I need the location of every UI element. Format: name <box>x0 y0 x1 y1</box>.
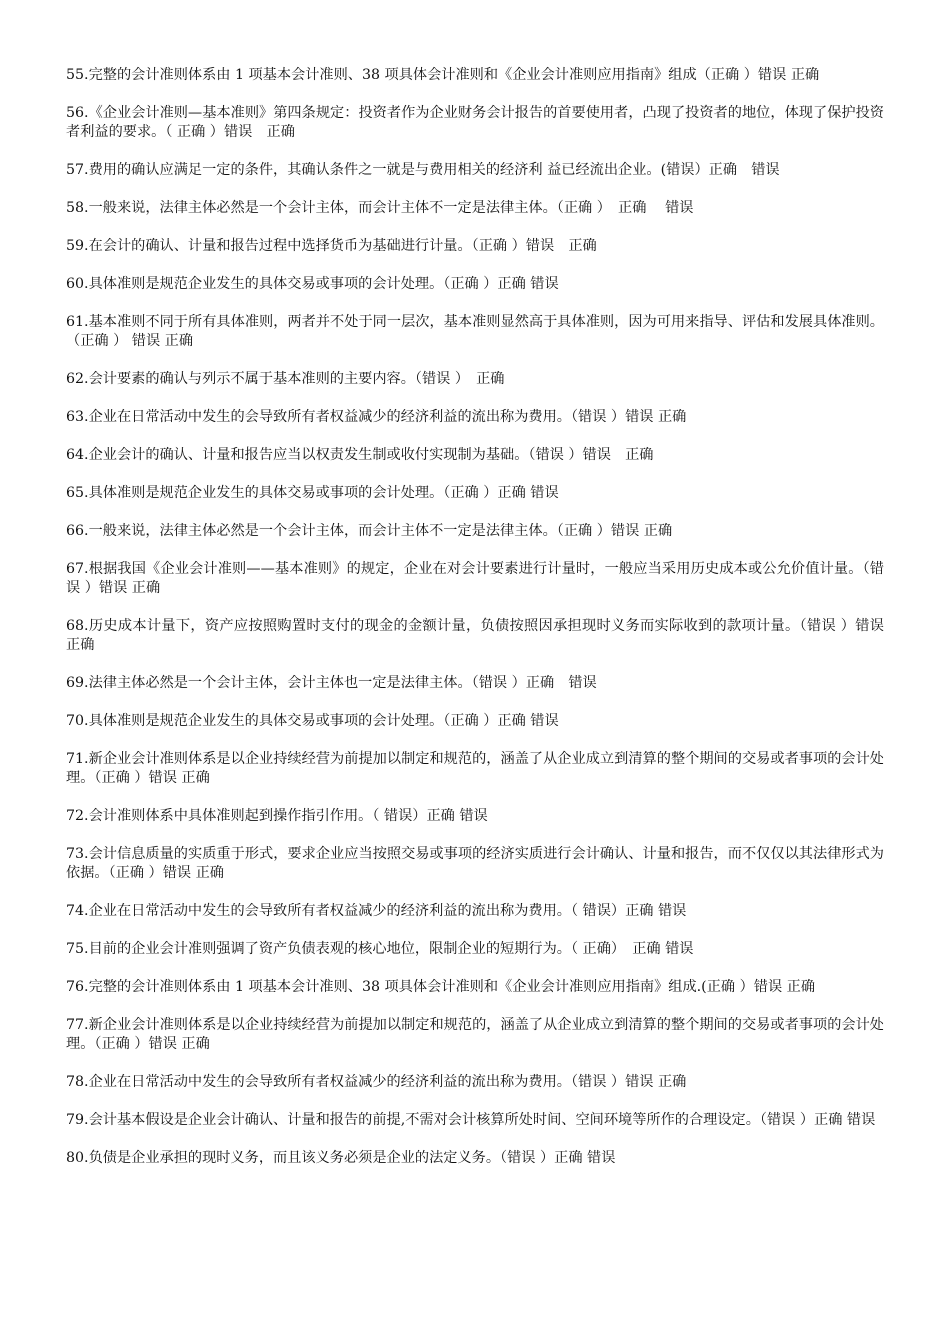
question-item: 64.企业会计的确认、计量和报告应当以权责发生制或收付实现制为基础。（错误 ）错误 正确 <box>66 447 654 463</box>
question-item: 67.根据我国《企业会计准则——基本准则》的规定，企业在对会计要素进行计量时，一般应当采用历史成本或公允价值计量。（错误 ）错误 正确 <box>66 561 884 596</box>
question-item: 59.在会计的确认、计量和报告过程中选择货币为基础进行计量。（正确 ）错误 正确 <box>66 238 597 254</box>
question-item: 80.负债是企业承担的现时义务，而且该义务必须是企业的法定义务。（错误 ）正确 错误 <box>66 1150 616 1166</box>
question-item: 65.具体准则是规范企业发生的具体交易或事项的会计处理。（正确 ）正确 错误 <box>66 485 559 501</box>
question-item: 69.法律主体必然是一个会计主体，会计主体也一定是法律主体。（错误 ）正确 错误 <box>66 675 597 691</box>
question-item: 77.新企业会计准则体系是以企业持续经营为前提加以制定和规范的，涵盖了从企业成立到清算的整个期间的交易或者事项的会计处理。（正确 ）错误 正确 <box>66 1017 884 1052</box>
question-item: 71.新企业会计准则体系是以企业持续经营为前提加以制定和规范的，涵盖了从企业成立到清算的整个期间的交易或者事项的会计处理。（正确 ）错误 正确 <box>66 751 884 786</box>
question-item: 62.会计要素的确认与列示不属于基本准则的主要内容。（错误 ） 正确 <box>66 371 505 387</box>
question-item: 57.费用的确认应满足一定的条件，其确认条件之一就是与费用相关的经济利 益已经流出企业。(错误）正确 错误 <box>66 162 780 178</box>
question-item: 72.会计准则体系中具体准则起到操作指引作用。（ 错误）正确 错误 <box>66 808 488 824</box>
question-item: 66.一般来说，法律主体必然是一个会计主体，而会计主体不一定是法律主体。（正确 ）错误 正确 <box>66 523 673 539</box>
question-item: 58.一般来说，法律主体必然是一个会计主体，而会计主体不一定是法律主体。（正确 ） 正确 错误 <box>66 200 694 216</box>
question-item: 76.完整的会计准则体系由 1 项基本会计准则、38 项具体会计准则和《企业会计准则应用指南》组成.(正确 ）错误 正确 <box>66 979 816 995</box>
question-item: 55.完整的会计准则体系由 1 项基本会计准则、38 项具体会计准则和《企业会计准则应用指南》组成（正确 ）错误 正确 <box>66 67 820 83</box>
question-item: 74.企业在日常活动中发生的会导致所有者权益减少的经济利益的流出称为费用。（ 错误）正确 错误 <box>66 903 687 919</box>
question-item: 60.具体准则是规范企业发生的具体交易或事项的会计处理。（正确 ）正确 错误 <box>66 276 559 292</box>
question-item: 61.基本准则不同于所有具体准则，两者并不处于同一层次，基本准则显然高于具体准则，因为可用来指导、评估和发展具体准则。（正确 ） 错误 正确 <box>66 314 884 349</box>
question-item: 75.目前的企业会计准则强调了资产负债表观的核心地位，限制企业的短期行为。（ 正确） 正确 错误 <box>66 941 694 957</box>
question-item: 79.会计基本假设是企业会计确认、计量和报告的前提,不需对会计核算所处时间、空间环境等所作的合理设定。（错误 ）正确 错误 <box>66 1112 876 1128</box>
question-item: 78.企业在日常活动中发生的会导致所有者权益减少的经济利益的流出称为费用。（错误 ）错误 正确 <box>66 1074 687 1090</box>
question-item: 68.历史成本计量下，资产应按照购置时支付的现金的金额计量，负债按照因承担现时义务而实际收到的款项计量。（错误 ）错误 正确 <box>66 618 884 653</box>
question-item: 73.会计信息质量的实质重于形式，要求企业应当按照交易或事项的经济实质进行会计确认、计量和报告，而不仅仅以其法律形式为依据。（正确 ）错误 正确 <box>66 846 884 881</box>
question-item: 63.企业在日常活动中发生的会导致所有者权益减少的经济利益的流出称为费用。（错误 ）错误 正确 <box>66 409 687 425</box>
question-item: 56.《企业会计准则—基本准则》第四条规定：投资者作为企业财务会计报告的首要使用者，凸现了投资者的地位，体现了保护投资者利益的要求。（ 正确 ）错误 正确 <box>66 105 884 140</box>
question-item: 70.具体准则是规范企业发生的具体交易或事项的会计处理。（正确 ）正确 错误 <box>66 713 559 729</box>
